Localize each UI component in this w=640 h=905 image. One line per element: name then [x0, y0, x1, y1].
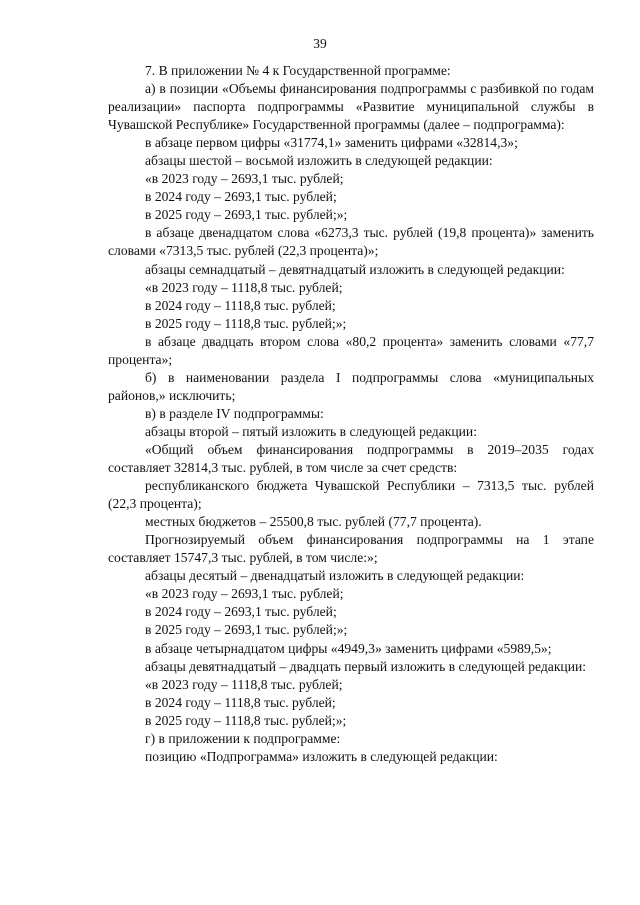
paragraph: в абзаце двадцать втором слова «80,2 процента» заменить словами «77,7 процента»; — [108, 333, 594, 367]
paragraph: абзацы семнадцатый – девятнадцатый изложить в следующей редакции: — [145, 261, 565, 277]
paragraph: Прогнозируемый объем финансирования подпрограммы на 1 этапе составляет 15747,3 тыс. рублей, в том числе:»; — [108, 532, 594, 566]
page-number: 39 — [313, 36, 327, 51]
paragraph: в абзаце четырнадцатом цифры «4949,3» заменить цифрами «5989,5»; — [145, 640, 552, 656]
paragraph: в) в разделе IV подпрограммы: — [145, 405, 324, 421]
paragraph: а) в позиции «Объемы финансирования подпрограммы с разбивкой по годам реализации» паспорта подпрограммы «Развитие муниципальной службы в Чувашской Республике» Государственной программы (далее – подпрограмма): — [108, 81, 594, 133]
paragraph: позицию «Подпрограмма» изложить в следующей редакции: — [145, 748, 498, 764]
paragraph: в 2024 году – 1118,8 тыс. рублей; — [145, 694, 336, 710]
paragraph: в 2024 году – 1118,8 тыс. рублей; — [145, 297, 336, 313]
paragraph: г) в приложении к подпрограмме: — [145, 730, 341, 746]
paragraph: в абзаце двенадцатом слова «6273,3 тыс. рублей (19,8 процента)» заменить словами «7313,5 тыс. рублей (22,3 процента)»; — [108, 225, 594, 259]
paragraph: в абзаце первом цифры «31774,1» заменить цифрами «32814,3»; — [145, 135, 518, 151]
document-body — [108, 62, 594, 766]
paragraph: абзацы десятый – двенадцатый изложить в следующей редакции: — [145, 568, 525, 584]
paragraph: в 2025 году – 2693,1 тыс. рублей;»; — [145, 207, 348, 223]
paragraph: в 2025 году – 1118,8 тыс. рублей;»; — [145, 315, 347, 331]
paragraph: «в 2023 году – 2693,1 тыс. рублей; — [145, 586, 344, 602]
paragraph: «в 2023 году – 2693,1 тыс. рублей; — [145, 171, 344, 187]
paragraph: в 2025 году – 2693,1 тыс. рублей;»; — [145, 622, 348, 638]
paragraph: «в 2023 году – 1118,8 тыс. рублей; — [145, 676, 343, 692]
paragraph: в 2024 году – 2693,1 тыс. рублей; — [145, 189, 337, 205]
paragraph: местных бюджетов – 25500,8 тыс. рублей (77,7 процента). — [145, 514, 482, 530]
paragraph: республиканского бюджета Чувашской Республики – 7313,5 тыс. рублей (22,3 процента); — [108, 478, 594, 512]
paragraph: б) в наименовании раздела I подпрограммы слова «муниципальных районов,» исключить; — [108, 369, 594, 403]
paragraph: «в 2023 году – 1118,8 тыс. рублей; — [145, 279, 343, 295]
paragraph: 7. В приложении № 4 к Государственной программе: — [145, 63, 451, 78]
paragraph: «Общий объем финансирования подпрограммы в 2019–2035 годах составляет 32814,3 тыс. рублей, в том числе за счет средств: — [108, 441, 594, 476]
paragraph: абзацы второй – пятый изложить в следующей редакции: — [145, 423, 477, 439]
paragraph: абзацы шестой – восьмой изложить в следующей редакции: — [145, 153, 493, 169]
paragraph: абзацы девятнадцатый – двадцать первый изложить в следующей редакции: — [145, 658, 587, 674]
paragraph: в 2025 году – 1118,8 тыс. рублей;»; — [145, 712, 347, 728]
paragraph: в 2024 году – 2693,1 тыс. рублей; — [145, 604, 337, 620]
